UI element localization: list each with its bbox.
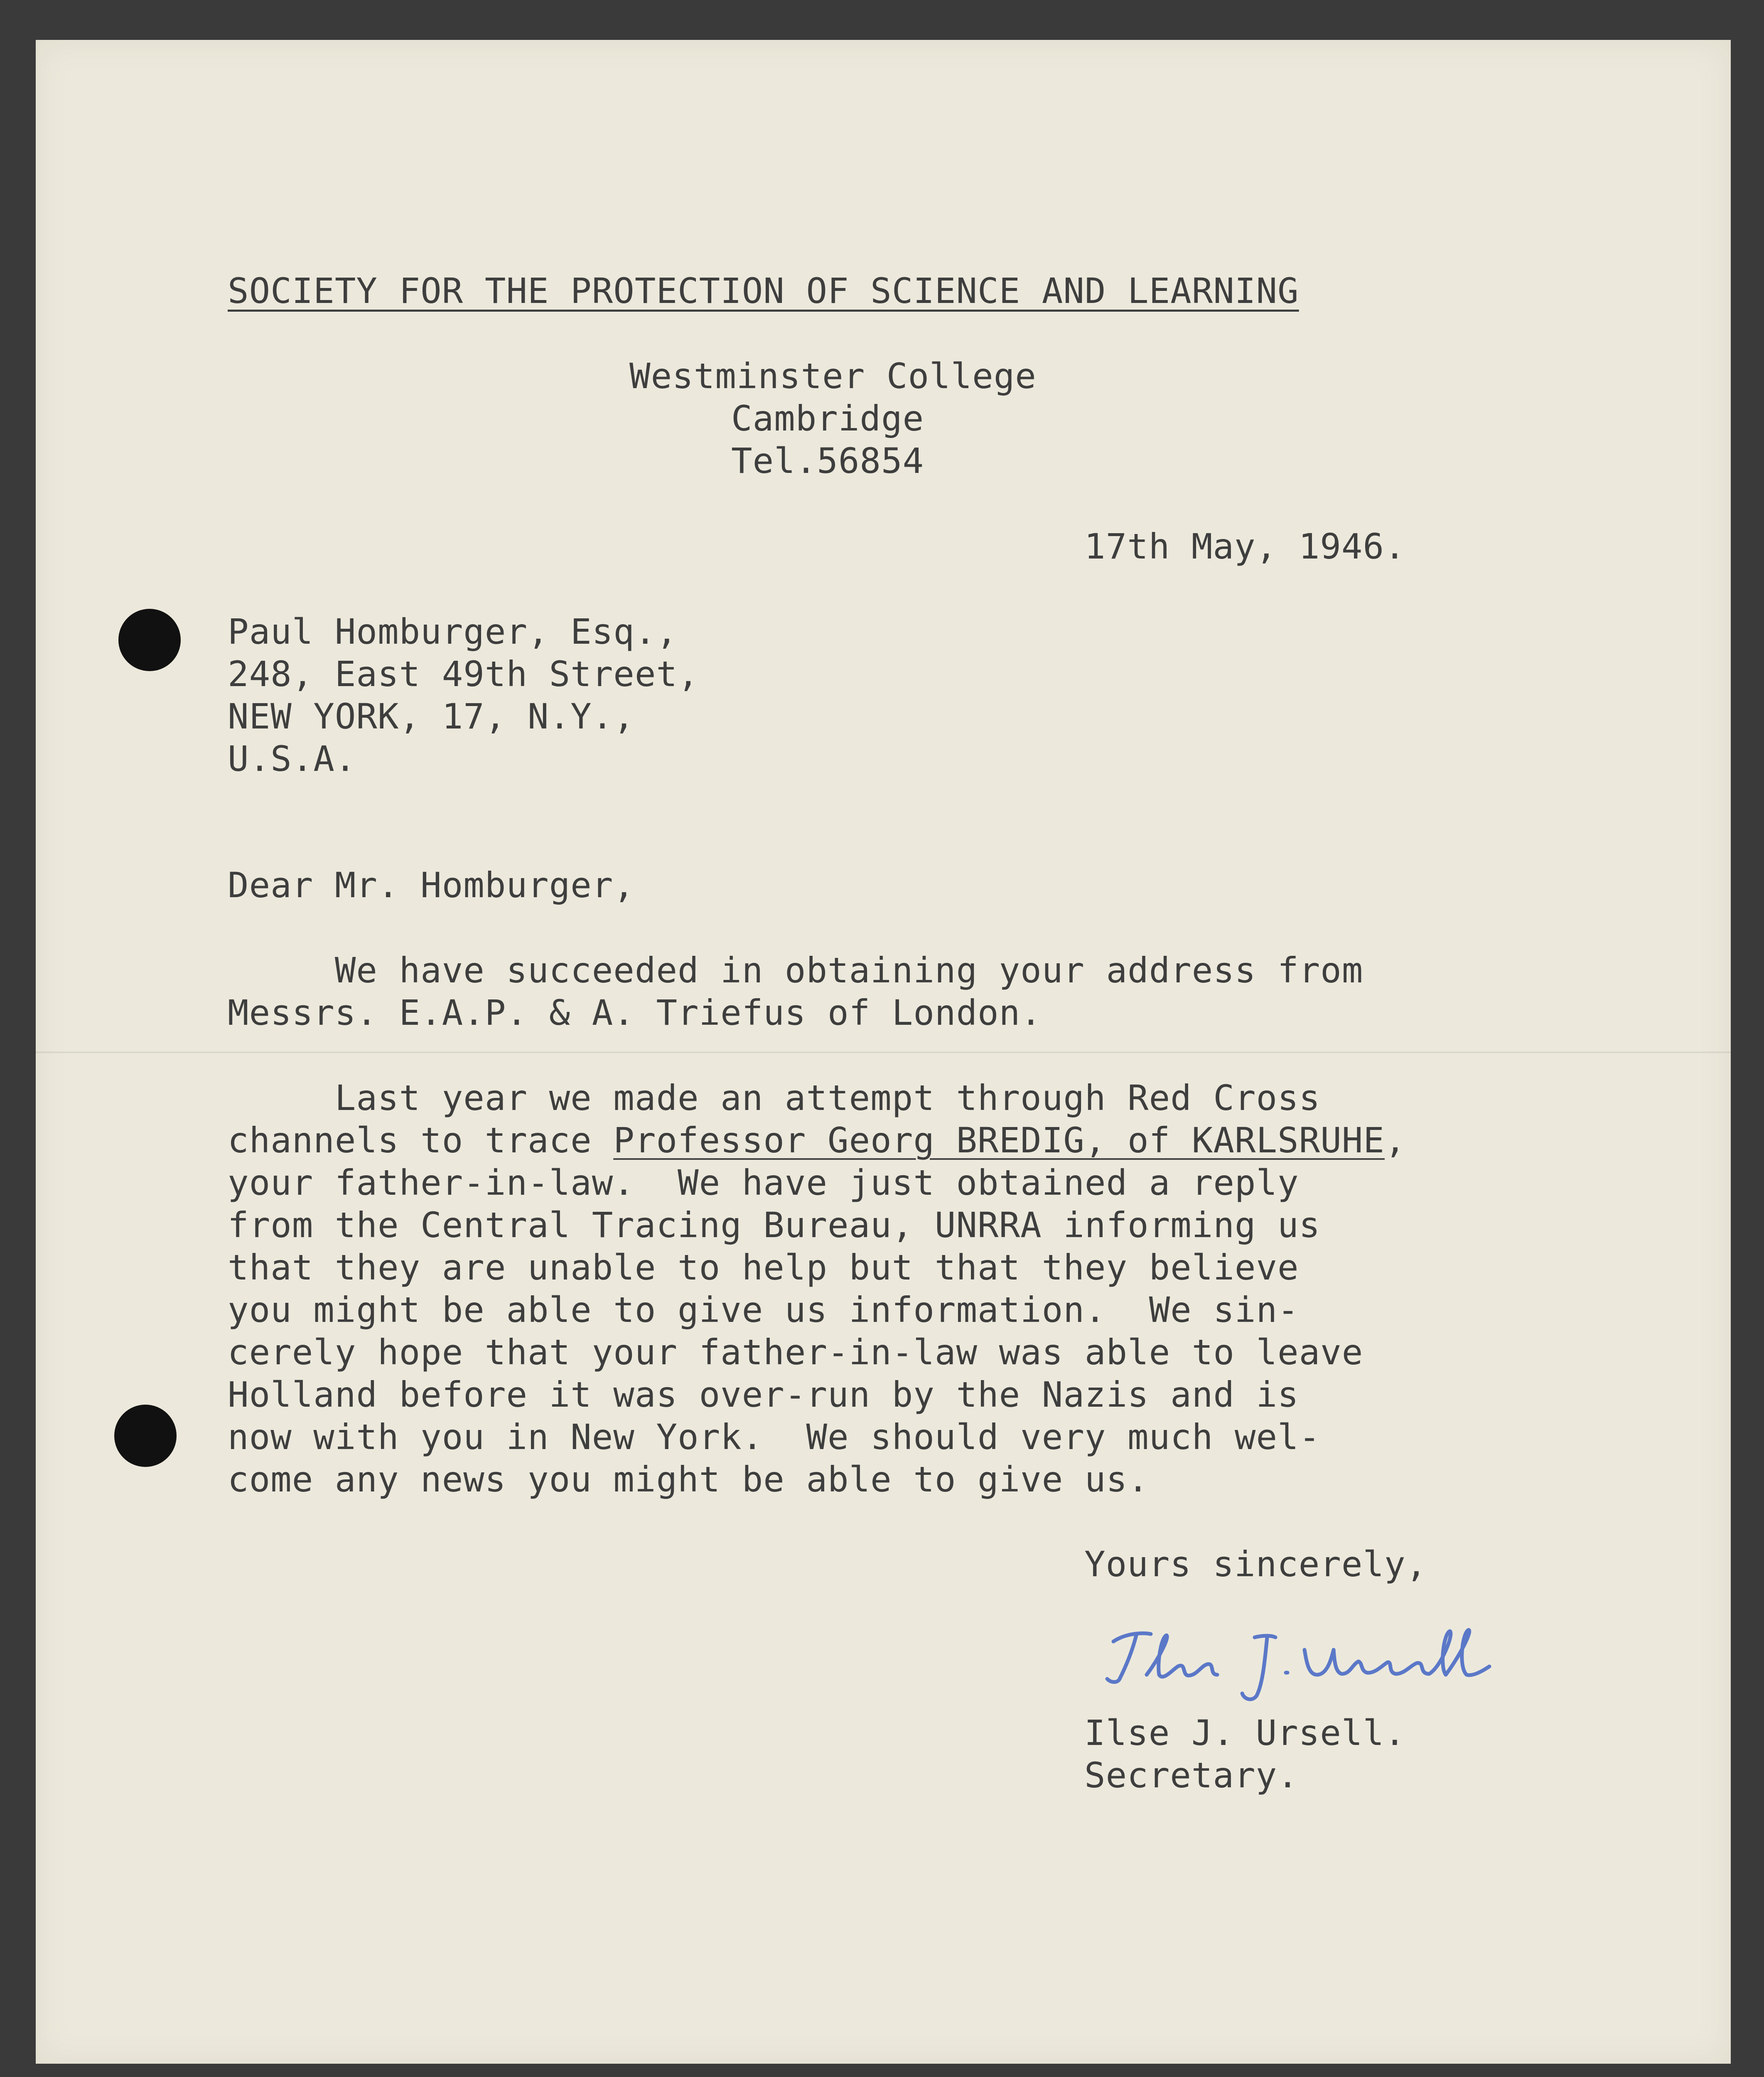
handwritten-signature — [1097, 1612, 1496, 1708]
paragraph-2-line-10: come any news you might be able to give us. — [228, 1459, 1149, 1500]
paragraph-2-line-2-start: channels to trace — [228, 1120, 614, 1161]
paragraph-1-line-2: Messrs. E.A.P. & A. Triefus of London. — [228, 992, 1042, 1033]
address-phone: Tel.56854 — [731, 441, 924, 481]
underlined-professor-name: Professor Georg BREDIG, of KARLSRUHE — [613, 1120, 1385, 1161]
letterhead-title: SOCIETY FOR THE PROTECTION OF SCIENCE AND LEARNING — [228, 271, 1299, 311]
punch-hole-top — [118, 609, 181, 671]
letter-date: 17th May, 1946. — [1084, 526, 1406, 567]
recipient-line-4: U.S.A. — [228, 738, 356, 779]
punch-hole-bottom — [114, 1405, 177, 1467]
address-line-2: Cambridge — [731, 398, 924, 439]
signer-title: Secretary. — [1084, 1755, 1299, 1796]
paragraph-2-line-3: your father-in-law. We have just obtained a reply — [228, 1162, 1299, 1203]
paragraph-2-line-7: cerely hope that your father-in-law was able to leave — [228, 1332, 1364, 1373]
paragraph-2-line-9: now with you in New York. We should very much wel- — [228, 1417, 1321, 1457]
paragraph-2-line-1: Last year we made an attempt through Red Cross — [228, 1078, 1321, 1118]
recipient-line-3: NEW YORK, 17, N.Y., — [228, 696, 635, 737]
salutation: Dear Mr. Homburger, — [228, 865, 635, 906]
closing: Yours sincerely, — [1084, 1544, 1427, 1585]
paragraph-2-line-6: you might be able to give us information. We sin- — [228, 1290, 1299, 1330]
paragraph-2-line-8: Holland before it was over-run by the Nazis and is — [228, 1374, 1299, 1415]
signature-graphic — [1097, 1612, 1496, 1708]
recipient-line-2: 248, East 49th Street, — [228, 654, 699, 694]
paragraph-2-line-5: that they are unable to help but that they believe — [228, 1247, 1299, 1288]
paragraph-2-line-2 — [228, 1120, 1406, 1161]
paragraph-2-line-2-end: , — [1384, 1120, 1406, 1161]
paragraph-1-line-1: We have succeeded in obtaining your address from — [228, 950, 1364, 991]
address-line-1: Westminster College — [629, 356, 1037, 396]
recipient-line-1: Paul Homburger, Esq., — [228, 611, 678, 652]
paragraph-2-line-4: from the Central Tracing Bureau, UNRRA informing us — [228, 1205, 1321, 1245]
signer-name: Ilse J. Ursell. — [1084, 1713, 1406, 1753]
paper-fold — [36, 1051, 1731, 1054]
